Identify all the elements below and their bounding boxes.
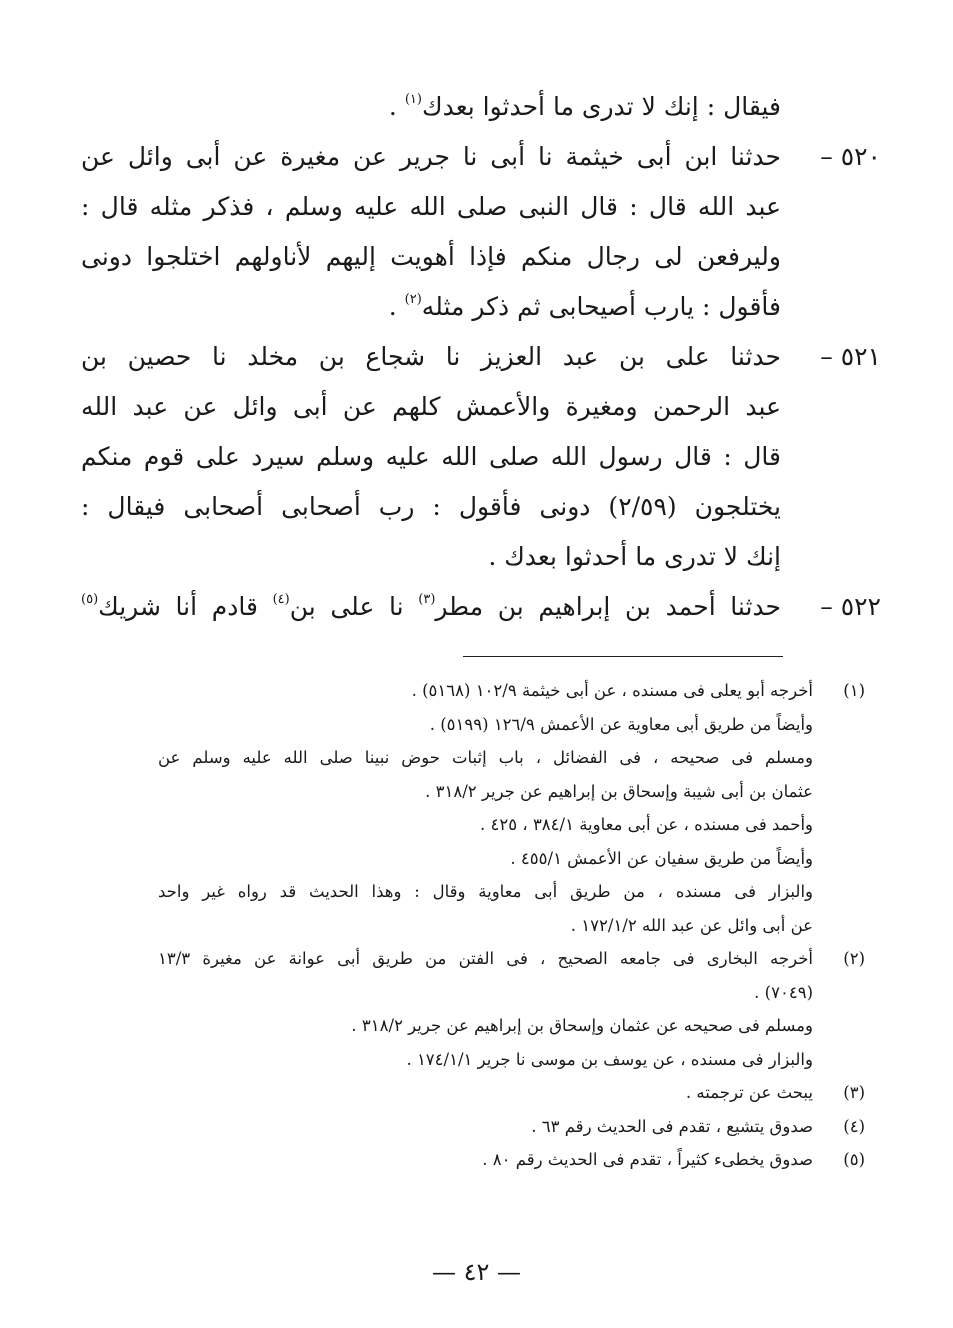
hadith-number: ٥٢٢ – [820, 592, 881, 621]
opening-text: فيقال : إنك لا تدرى ما أحدثوا بعدك [421, 92, 781, 121]
page-number: — ٤٢ — [431, 1258, 522, 1286]
footnote-line: ومسلم فى صحيحه عن عثمان وإسحاق بن إبراهيم عن جرير ٣١٨/٢ . [351, 1016, 813, 1035]
footnote-number: (٣) [843, 1083, 865, 1102]
footnote-4 [158, 1110, 865, 1144]
footnote-line: يبحث عن ترجمته . [685, 1083, 813, 1102]
hadith-line: وليرفعن لى رجال منكم فإذا أهويت إليهم لأناولهم اختلجوا دونى [81, 242, 781, 271]
footnote-line: وأيضاً من طريق سفيان عن الأعمش ٤٥٥/١ . [510, 848, 813, 868]
footnote-line: أخرجه أبو يعلى فى مسنده ، عن أبى خيثمة ١٠٢/٩ (٥١٦٨) . [411, 681, 813, 700]
hadith-segment: حدثنا أحمد بن إبراهيم بن مطر [435, 592, 781, 621]
hadith-521 [81, 332, 881, 582]
footnote-ref[interactable]: (٤) [272, 592, 290, 607]
footnote-ref[interactable]: (٢) [404, 292, 422, 307]
footnote-line: صدوق يتشيع ، تقدم فى الحديث رقم ٦٣ . [531, 1116, 813, 1136]
hadith-line: عبد الله قال : قال النبى صلى الله عليه وسلم ، فذكر مثله قال : [81, 192, 781, 221]
footnote-number: (٥) [843, 1150, 865, 1169]
hadith-line: حدثنا على بن عبد العزيز نا شجاع بن مخلد نا حصين بن [81, 342, 781, 371]
footnote-line: وأحمد فى مسنده ، عن أبى معاوية ٣٨٤/١ ، ٤٢٥ . [480, 815, 813, 834]
footnote-1 [158, 674, 865, 942]
hadith-line [81, 582, 781, 632]
hadith-text: فأقول : يارب أصيحابى ثم ذكر مثله [421, 292, 781, 321]
hadith-line: يختلجون (٢/٥٩) دونى فأقول : رب أصحابى أصحابى فيقال : [81, 492, 781, 521]
opening-end: . [388, 92, 405, 121]
footnote-line: وأيضاً من طريق أبى معاوية عن الأعمش ١٢٦/٩ (٥١٩٩) . [429, 714, 813, 734]
footnote-line: عثمان بن أبى شيبة وإسحاق بن إبراهيم عن جرير ٣١٨/٢ . [425, 781, 813, 801]
footnote-line: أخرجه البخارى فى جامعه الصحيح ، فى الفتن من طريق أبى عوانة عن مغيرة ١٣/٣ [158, 949, 813, 968]
footnotes [158, 674, 865, 1177]
hadith-number: ٥٢١ – [820, 342, 881, 371]
footnote-line: ومسلم فى صحيحه ، فى الفضائل ، باب إثبات حوض نبينا صلى الله عليه وسلم عن [158, 748, 813, 767]
hadith-segment: نا على بن [289, 592, 419, 621]
opening-line [81, 82, 781, 132]
footnote-line: والبزار فى مسنده ، عن يوسف بن موسى نا جرير ١٧٤/١/١ . [406, 1049, 813, 1069]
footnote-ref[interactable]: (٥) [81, 592, 99, 607]
hadith-number: ٥٢٠ – [820, 142, 881, 171]
hadith-line: حدثنا ابن أبى خيثمة نا أبى نا جرير عن مغيرة عن أبى وائل عن [81, 142, 781, 171]
footnote-3 [158, 1076, 865, 1110]
footnote-line: (٧٠٤٩) . [754, 982, 813, 1002]
hadith-last-line [81, 282, 781, 332]
hadith-last-line: إنك لا تدرى ما أحدثوا بعدك . [488, 542, 781, 571]
hadith-line: قال : قال رسول الله صلى الله عليه وسلم سيرد على قوم منكم [81, 442, 781, 471]
hadith-segment: قادم أنا شريك [98, 592, 273, 621]
main-text [81, 82, 881, 632]
footnote-2 [158, 942, 865, 1076]
footnote-line: والبزار فى مسنده ، من طريق أبى معاوية وقال : وهذا الحديث قد رواه غير واحد [158, 882, 813, 901]
footnote-line: عن أبى وائل عن عبد الله ١٧٢/١/٢ . [570, 915, 813, 935]
footnote-5 [158, 1143, 865, 1177]
hadith-522 [81, 582, 881, 632]
hadith-end: . [388, 292, 405, 321]
footnote-number: (٢) [843, 949, 865, 968]
footnote-ref[interactable]: (١) [404, 92, 422, 107]
hadith-520 [81, 132, 881, 332]
hadith-line: عبد الرحمن ومغيرة والأعمش كلهم عن أبى وائل عن عبد الله [81, 392, 781, 421]
footnote-ref[interactable]: (٣) [418, 592, 436, 607]
footnote-line: صدوق يخطىء كثيراً ، تقدم فى الحديث رقم ٨٠ . [482, 1150, 813, 1169]
footnote-divider [463, 656, 783, 657]
footnote-number: (٤) [843, 1116, 865, 1136]
footnote-number: (١) [843, 681, 865, 700]
